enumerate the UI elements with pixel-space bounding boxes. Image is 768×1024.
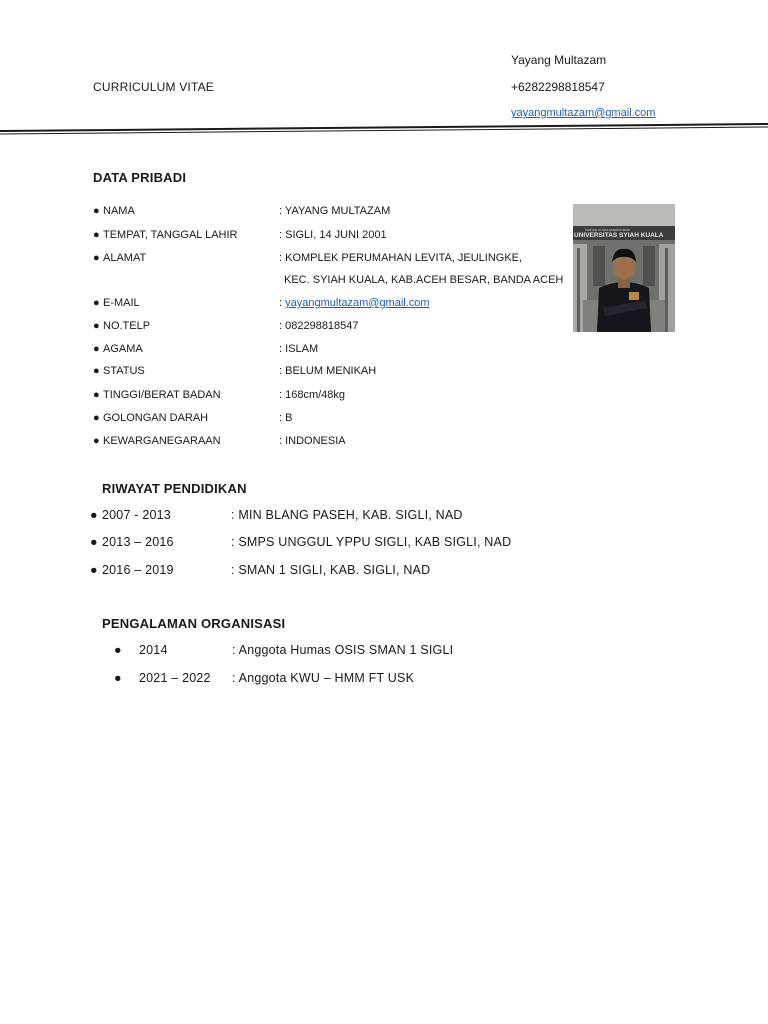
email-link[interactable]: yayangmultazam@gmail.com [285,297,430,309]
row-value: : B [279,412,293,424]
row-value: : SIGLI, 14 JUNI 2001 [279,229,387,241]
row-label: E-MAIL [103,297,140,309]
row-value: : KOMPLEK PERUMAHAN LEVITA, JEULINGKE, [279,252,523,264]
education-school: : MIN BLANG PASEH, KAB. SIGLI, NAD [231,508,463,522]
row-colon: : [279,297,283,309]
bullet-icon: ● [93,205,100,217]
bullet-icon: ● [114,671,122,685]
header-name: Yayang Multazam [511,53,607,67]
header-email-link[interactable]: yayangmultazam@gmail.com [511,107,656,119]
row-value-cont: KEC. SYIAH KUALA, KAB.ACEH BESAR, BANDA ACEH [284,274,564,286]
section-heading-pengalaman-organisasi: PENGALAMAN ORGANISASI [102,616,286,631]
organization-years: 2014 [139,643,168,657]
row-label: STATUS [103,365,145,377]
row-label: TINGGI/BERAT BADAN [103,389,221,401]
row-value: : 082298818547 [279,320,359,332]
bullet-icon: ● [93,229,100,241]
row-label: TEMPAT, TANGGAL LAHIR [103,229,238,241]
section-heading-data-pribadi: DATA PRIBADI [93,170,187,185]
organization-role: : Anggota Humas OSIS SMAN 1 SIGLI [232,643,454,657]
bullet-icon: ● [90,508,98,522]
bullet-icon: ● [93,365,100,377]
organization-role: : Anggota KWU – HMM FT USK [232,671,415,685]
education-years: 2013 – 2016 [102,535,174,549]
photo-banner-small-text: KANTOR PUSAT ADMINISTRASI [585,228,631,232]
row-label: AGAMA [103,343,143,355]
row-label: GOLONGAN DARAH [103,412,209,424]
bullet-icon: ● [93,412,100,424]
bullet-icon: ● [93,435,100,447]
photo-banner-text: UNIVERSITAS SYIAH KUALA [574,232,664,239]
bullet-icon: ● [93,343,100,355]
document-title: CURRICULUM VITAE [93,80,214,94]
education-school: : SMAN 1 SIGLI, KAB. SIGLI, NAD [231,563,431,577]
row-value: : YAYANG MULTAZAM [279,205,391,217]
section-heading-riwayat-pendidikan: RIWAYAT PENDIDIKAN [102,481,247,496]
education-years: 2007 - 2013 [102,508,171,522]
row-label: ALAMAT [103,252,147,264]
row-value: : INDONESIA [279,435,346,447]
row-value [279,297,430,309]
bullet-icon: ● [114,643,122,657]
bullet-icon: ● [93,297,100,309]
row-value: : ISLAM [279,343,319,355]
bullet-icon: ● [93,389,100,401]
row-label: KEWARGANEGARAAN [103,435,221,447]
profile-photo [573,204,675,332]
bullet-icon: ● [93,320,100,332]
education-school: : SMPS UNGGUL YPPU SIGLI, KAB SIGLI, NAD [231,535,512,549]
row-value: : 168cm/48kg [279,389,346,401]
organization-years: 2021 – 2022 [139,671,211,685]
header-divider [0,122,768,136]
row-label: NAMA [103,205,135,217]
row-value: : BELUM MENIKAH [279,365,377,377]
bullet-icon: ● [93,252,100,264]
row-label: NO.TELP [103,320,151,332]
header-phone: +6282298818547 [511,80,605,94]
education-years: 2016 – 2019 [102,563,174,577]
bullet-icon: ● [90,563,98,577]
bullet-icon: ● [90,535,98,549]
